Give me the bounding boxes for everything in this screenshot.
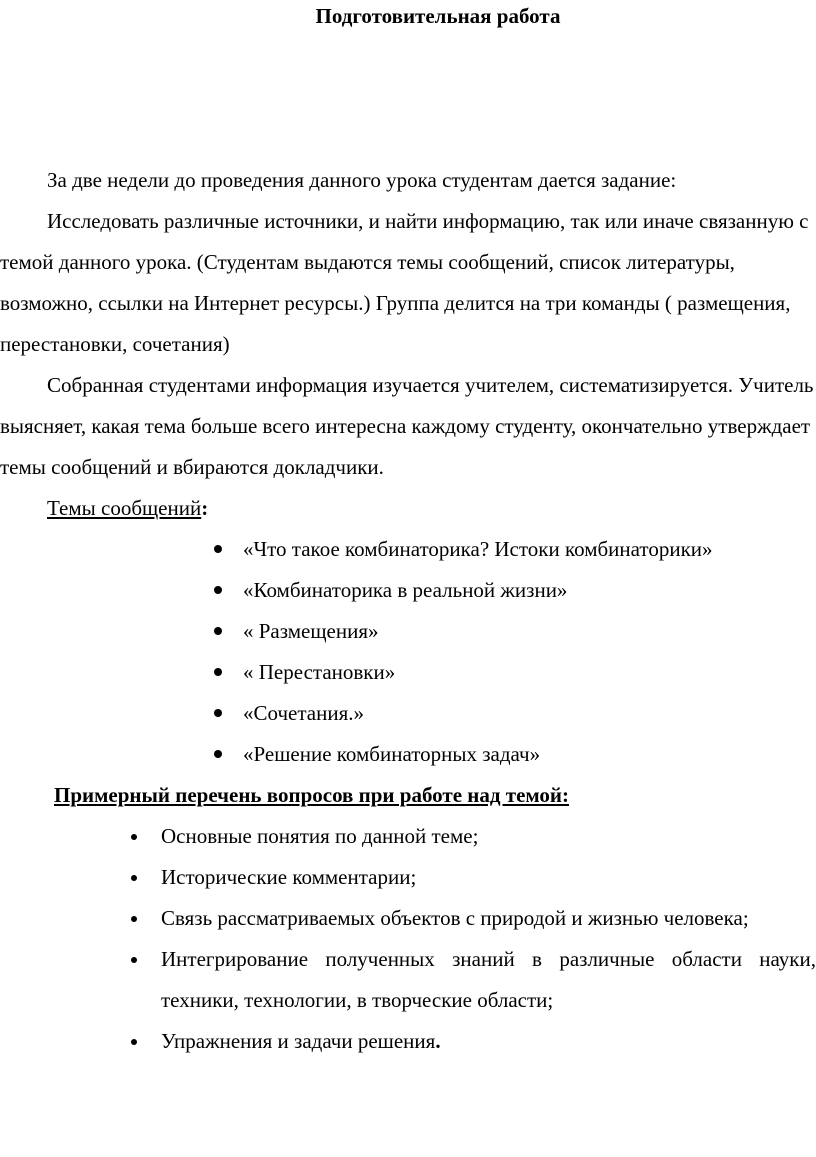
list-item <box>0 816 816 857</box>
bullet-icon <box>214 750 222 758</box>
list-item <box>0 652 816 693</box>
list-item <box>0 939 816 1021</box>
paragraph-task: За две недели до проведения данного урока студентам дается задание: <box>47 168 677 192</box>
bullet-icon <box>214 709 222 717</box>
topic-text: «Решение комбинаторных задач» <box>243 742 541 766</box>
paragraph-collected-info: Собранная студентами информация изучается учителем, систематизируется. Учитель выясняет, какая тема больше всего интересна каждому студенту, окончательно утверждает темы сообщений и вбираются докладчики. <box>0 373 814 479</box>
question-text: Связь рассматриваемых объектов с природой и жизнью человека; <box>161 906 749 930</box>
bullet-icon <box>131 957 137 963</box>
topic-text: «Сочетания.» <box>243 701 364 725</box>
list-item <box>0 570 816 611</box>
list-item <box>0 693 816 734</box>
question-text: Интегрирование полученных знаний в различные области науки, техники, технологии, в творческие области; <box>161 947 816 1012</box>
topic-text: « Перестановки» <box>243 660 396 684</box>
questions-list <box>0 816 816 1062</box>
list-item <box>0 611 816 652</box>
bullet-icon <box>131 1039 137 1045</box>
bullet-icon <box>131 916 137 922</box>
bullet-icon <box>214 586 222 594</box>
topics-heading <box>47 488 816 529</box>
question-text: Основные понятия по данной теме; <box>161 824 479 848</box>
list-item <box>0 529 816 570</box>
topics-heading-colon: : <box>201 496 209 520</box>
topic-text: «Что такое комбинаторика? Истоки комбинаторики» <box>243 537 713 561</box>
list-item <box>0 1021 816 1062</box>
questions-heading: Примерный перечень вопросов при работе над темой: <box>54 783 570 807</box>
question-text: Упражнения и задачи решения <box>161 1029 436 1053</box>
question-period: . <box>435 1029 441 1053</box>
list-item <box>0 857 816 898</box>
document-title: Подготовительная работа <box>315 4 561 28</box>
paragraph-research: Исследовать различные источники, и найти информацию, так или иначе связанную с темой данного урока. (Студентам выдаются темы сообщений, список литературы, возможно, ссылки на Интернет ресурсы.) Группа делится на три команды ( размещения, перестановки, сочетания) <box>0 209 809 356</box>
bullet-icon <box>214 668 222 676</box>
document-body <box>0 160 816 1062</box>
topics-heading-label: Темы сообщений <box>47 496 202 520</box>
bullet-icon <box>214 545 222 553</box>
list-item <box>0 734 816 775</box>
question-text: Исторические комментарии; <box>161 865 417 889</box>
bullet-icon <box>131 834 137 840</box>
topic-text: « Размещения» <box>243 619 379 643</box>
topic-text: «Комбинаторика в реальной жизни» <box>243 578 568 602</box>
list-item <box>0 898 816 939</box>
bullet-icon <box>214 627 222 635</box>
topics-list <box>0 529 816 775</box>
bullet-icon <box>131 875 137 881</box>
